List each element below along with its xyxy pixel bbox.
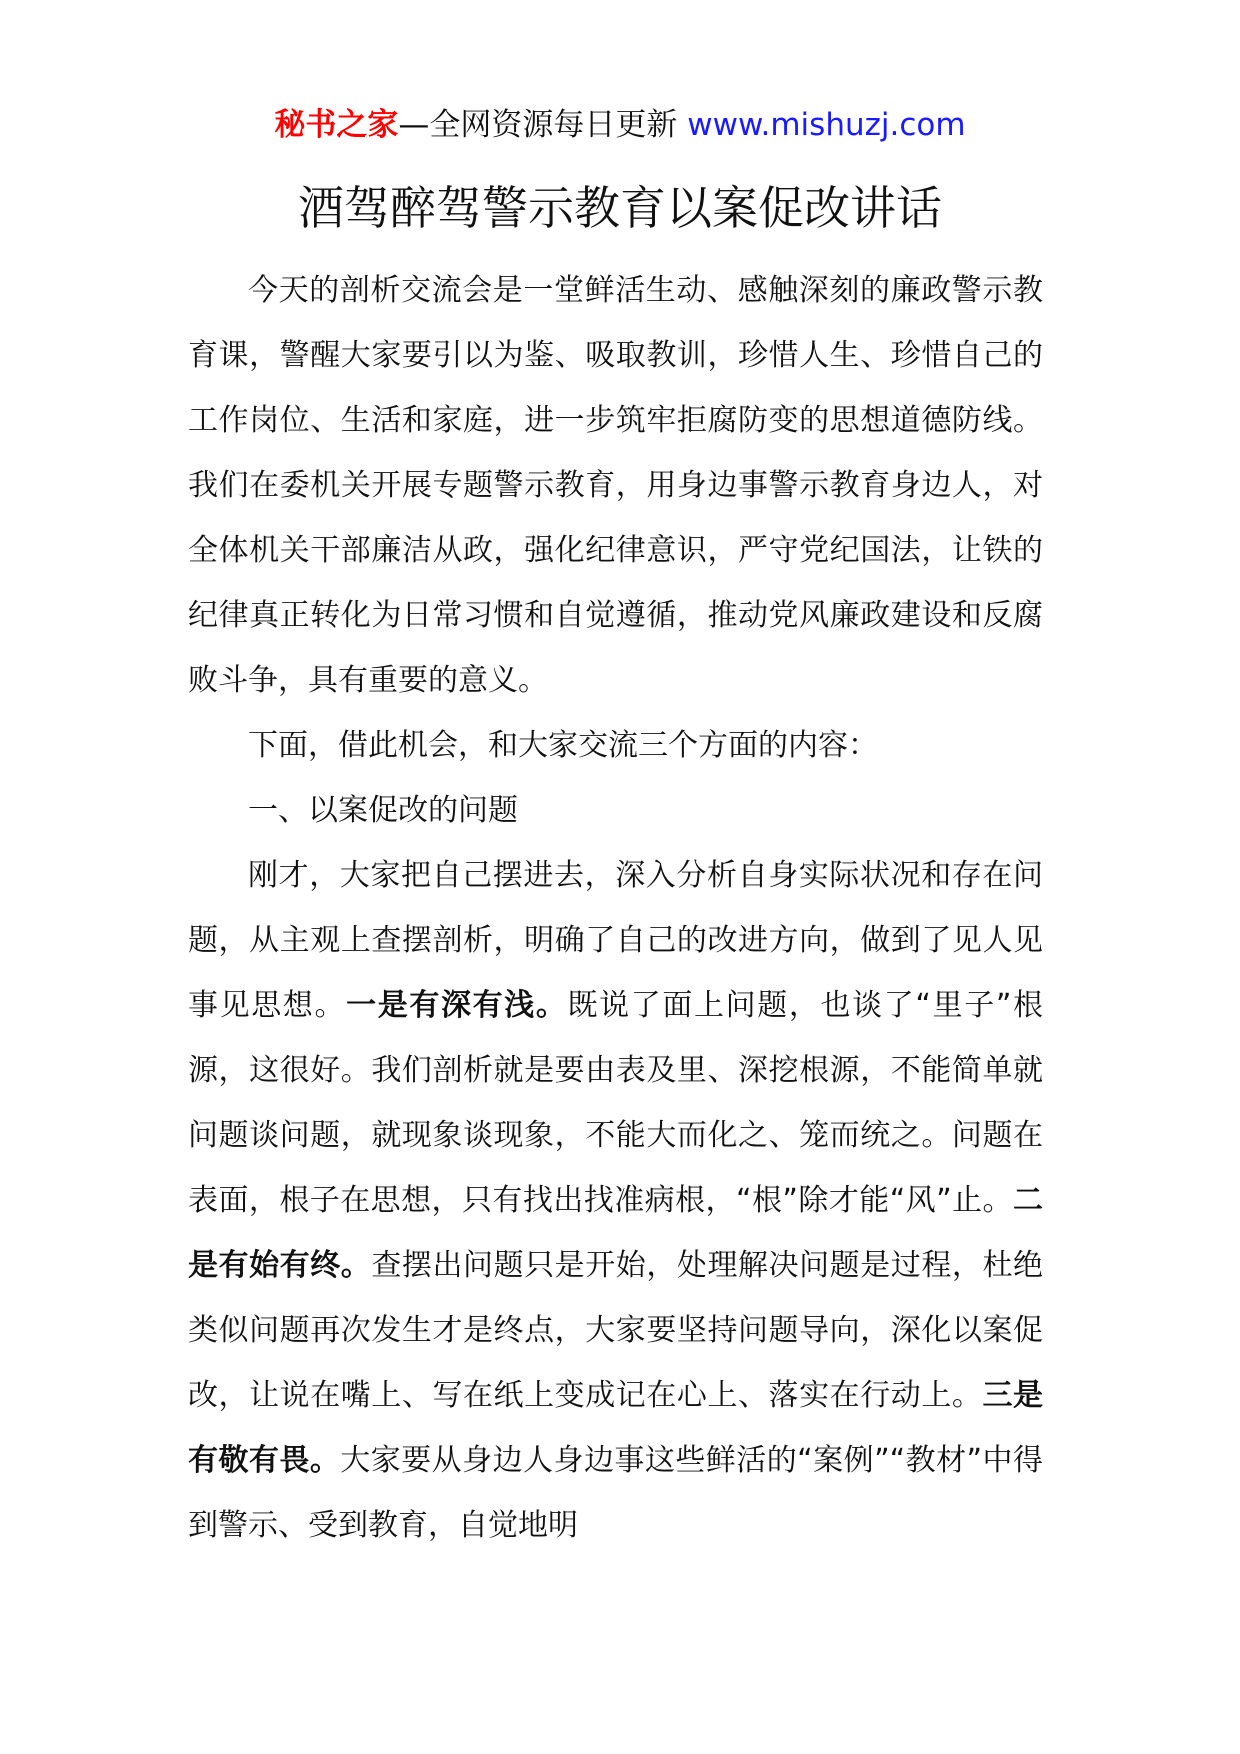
- paragraph-transition: [188, 713, 1043, 778]
- site-url-link[interactable]: www.mishuzj.com: [687, 107, 966, 143]
- paragraph-analysis: [188, 843, 1043, 1558]
- paragraph-text: 下面，借此机会，和大家交流三个方面的内容：: [248, 728, 878, 763]
- paragraph-text: 大家要从身边人身边事这些鲜活的“案例”“教材”中得到警示、受到教育，自觉地明: [188, 1443, 1044, 1543]
- paragraph-intro: [188, 258, 1043, 713]
- point-two-heading: 二是有始有终。: [188, 1183, 1043, 1283]
- site-brand: 秘书之家: [274, 107, 399, 143]
- section-heading-text: 一、以案促改的问题: [248, 793, 518, 828]
- paragraph-text: 今天的剖析交流会是一堂鲜活生动、感触深刻的廉政警示教育课，警醒大家要引以为鉴、吸取教训，珍惜人生、珍惜自己的工作岗位、生活和家庭，进一步筑牢拒腐防变的思想道德防线。我们在委机关开展专题警示教育，用身边事警示教育身边人，对全体机关干部廉洁从政，强化纪律意识，严守党纪国法，让铁的纪律真正转化为日常习惯和自觉遵循，推动党风廉政建设和反腐败斗争，具有重要的意义。: [188, 273, 1043, 698]
- site-header: [0, 98, 1240, 152]
- site-tagline: —全网资源每日更新: [398, 107, 688, 143]
- document-body: [188, 258, 1043, 1558]
- point-one-heading: 一是有深有浅。: [346, 988, 568, 1023]
- paragraph-text: 查摆出问题只是开始，处理解决问题是过程，杜绝类似问题再次发生才是终点，大家要坚持问题导向，深化以案促改，让说在嘴上、写在纸上变成记在心上、落实在行动上。: [188, 1248, 1044, 1413]
- paragraph-text: 既说了面上问题，也谈了“里子”根源，这很好。我们剖析就是要由表及里、深挖根源，不能简单就问题谈问题，就现象谈现象，不能大而化之、笼而统之。问题在表面，根子在思想，只有找出找准病根，“根”除才能“风”止。: [188, 988, 1044, 1218]
- paragraph-text: 刚才，大家把自己摆进去，深入分析自身实际状况和存在问题，从主观上查摆剖析，明确了自己的改进方向，做到了见人见事见思想。: [188, 858, 1043, 1023]
- section-heading: [188, 778, 1043, 843]
- document-title: 酒驾醉驾警示教育以案促改讲话: [298, 181, 942, 235]
- point-three-heading: 三是有敬有畏。: [188, 1378, 1044, 1478]
